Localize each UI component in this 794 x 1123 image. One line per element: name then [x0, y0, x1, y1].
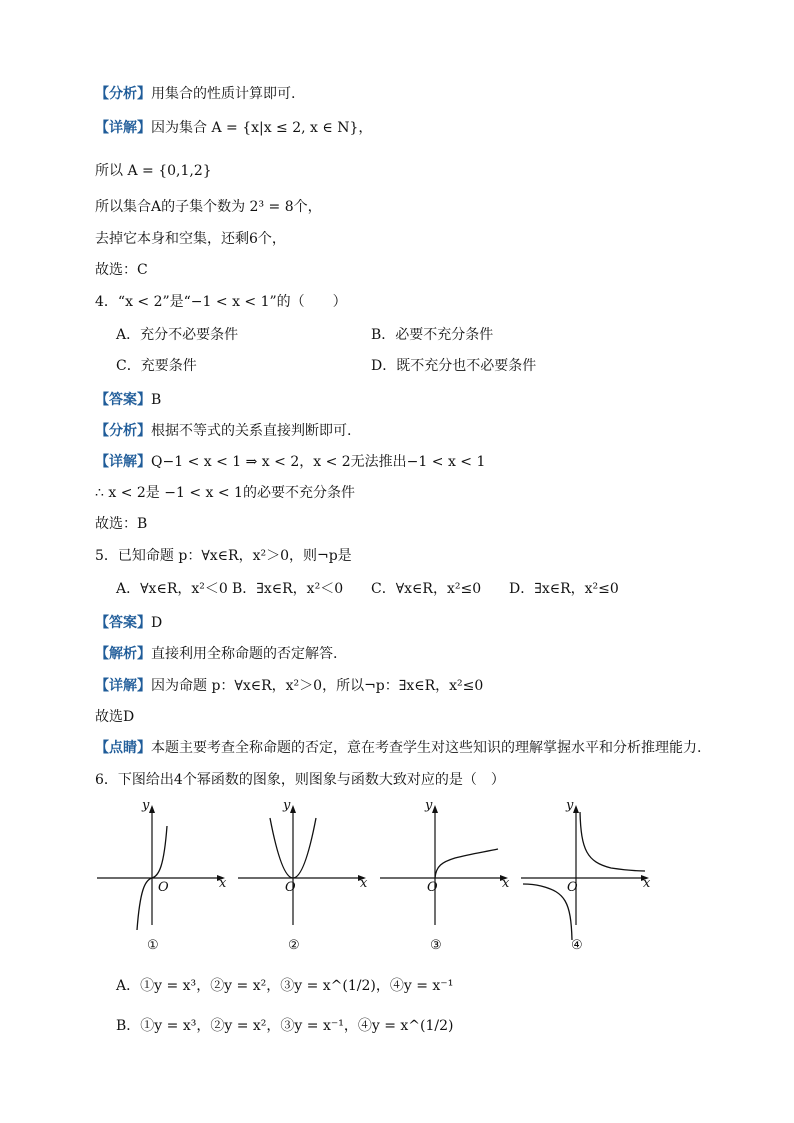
origin-label: O [158, 880, 169, 895]
graph-3-plot [380, 800, 515, 960]
y-axis-arrow-icon [573, 805, 579, 813]
origin-label: O [427, 880, 438, 895]
y-axis-arrow-icon [432, 805, 438, 813]
analysis-text: 直接利用全称命题的否定解答. [151, 646, 338, 662]
y-label: y [566, 798, 574, 813]
graph-number: ③ [430, 938, 442, 953]
q4-option-d: D．既不充分也不必要条件 [371, 358, 537, 374]
x-label: x [219, 876, 227, 891]
q4-option-b: B．必要不充分条件 [371, 327, 494, 343]
analysis-tag: 【解析】 [95, 646, 151, 662]
option-lead: A． [116, 978, 141, 994]
q3-select: 故选：C [95, 262, 148, 278]
option-f3: ③y = x^(1/2) [280, 978, 376, 994]
curve-root [435, 849, 498, 878]
q4-option-a: A．充分不必要条件 [116, 327, 239, 343]
q6-option-a: A．①y = x³，②y = x²，③y = x^(1/2)，④y = x⁻¹ [116, 978, 454, 994]
answer-tag: 【答案】 [95, 615, 151, 631]
detail-text: Q−1 < x < 1 ⇒ x < 2，x < 2无法推出−1 < x < 1 [151, 454, 486, 470]
y-axis-arrow-icon [149, 805, 155, 813]
y-axis-arrow-icon [290, 805, 296, 813]
detail-tag: 【详解】 [95, 120, 151, 136]
detail-text: 因为命题 p：∀x∈R，x²＞0，所以¬p：∃x∈R，x²≤0 [151, 678, 484, 694]
q4-select: 故选：B [95, 516, 148, 532]
comment-tag: 【点睛】 [95, 740, 151, 756]
q4-analysis [95, 421, 351, 441]
option-f2: ②y = x² [210, 1018, 267, 1034]
detail-text: 因为集合 A = {x|x ≤ 2, x ∈ N}， [151, 120, 373, 136]
graph-3 [380, 800, 515, 960]
graph-4-plot [521, 800, 656, 960]
q5-comment [95, 738, 701, 758]
graph-1 [97, 800, 232, 960]
origin-label: O [285, 880, 296, 895]
option-f4: ④y = x⁻¹ [389, 978, 454, 994]
detail-tag: 【详解】 [95, 678, 151, 694]
x-label: x [643, 876, 651, 891]
q3-detail-line-2: 所以 A = {0,1,2} [95, 163, 212, 179]
graph-number: ② [288, 938, 300, 953]
analysis-text: 用集合的性质计算即可. [151, 86, 296, 102]
q5-detail [95, 676, 483, 696]
q4-answer [95, 390, 161, 410]
origin-label: O [567, 880, 578, 895]
y-label: y [283, 798, 291, 813]
option-f2: ②y = x² [210, 978, 267, 994]
graph-4 [521, 800, 656, 960]
curve-hyperbola-right [580, 812, 645, 871]
q5-stem: 5．已知命题 p：∀x∈R，x²＞0，则¬p是 [95, 548, 352, 564]
q4-option-c: C．充要条件 [116, 358, 197, 374]
option-f1: ①y = x³ [140, 1018, 197, 1034]
q5-option-c: C．∀x∈R，x²≤0 [371, 581, 482, 597]
graph-number: ④ [571, 938, 583, 953]
answer-tag: 【答案】 [95, 392, 151, 408]
q6-option-b: B．①y = x³，②y = x²，③y = x⁻¹，④y = x^(1/2) [116, 1018, 454, 1034]
answer-text: D [151, 615, 163, 631]
analysis-tag: 【分析】 [95, 86, 151, 102]
x-label: x [360, 876, 368, 891]
q4-stem: 4．“x < 2”是“−1 < x < 1”的（ ） [95, 294, 347, 310]
answer-text: B [151, 392, 162, 408]
q5-answer [95, 613, 162, 633]
q5-option-b: B．∃x∈R，x²＜0 [232, 581, 344, 597]
graph-2-plot [238, 800, 373, 960]
q5-option-d: D．∃x∈R，x²≤0 [509, 581, 619, 597]
q3-detail [95, 118, 372, 138]
y-label: y [425, 798, 433, 813]
analysis-tag: 【分析】 [95, 423, 151, 439]
comment-text: 本题主要考查全称命题的否定，意在考查学生对这些知识的理解掌握水平和分析推理能力. [151, 740, 702, 756]
curve-hyperbola-left [523, 884, 572, 940]
q3-analysis [95, 84, 295, 104]
q4-detail [95, 452, 485, 472]
q5-option-a: A．∀x∈R，x²＜0 [116, 581, 228, 597]
q5-analysis [95, 644, 337, 664]
analysis-text: 根据不等式的关系直接判断即可. [151, 423, 352, 439]
option-lead: B． [116, 1018, 141, 1034]
y-label: y [142, 798, 150, 813]
x-label: x [502, 876, 510, 891]
q5-select: 故选D [95, 709, 135, 725]
graph-2 [238, 800, 373, 960]
option-f3: ③y = x⁻¹ [280, 1018, 344, 1034]
q6-stem: 6．下图给出4个幂函数的图象，则图象与函数大致对应的是（ ） [95, 772, 505, 788]
q3-detail-line-3: 所以集合A的子集个数为 2³ = 8个， [95, 199, 322, 215]
option-f4: ④y = x^(1/2) [357, 1018, 454, 1034]
q4-detail-line-2: ∴ x < 2是 −1 < x < 1的必要不充分条件 [95, 485, 355, 501]
graph-number: ① [147, 938, 159, 953]
option-f1: ①y = x³ [140, 978, 197, 994]
detail-tag: 【详解】 [95, 454, 151, 470]
q3-detail-line-4: 去掉它本身和空集，还剩6个， [95, 231, 286, 247]
